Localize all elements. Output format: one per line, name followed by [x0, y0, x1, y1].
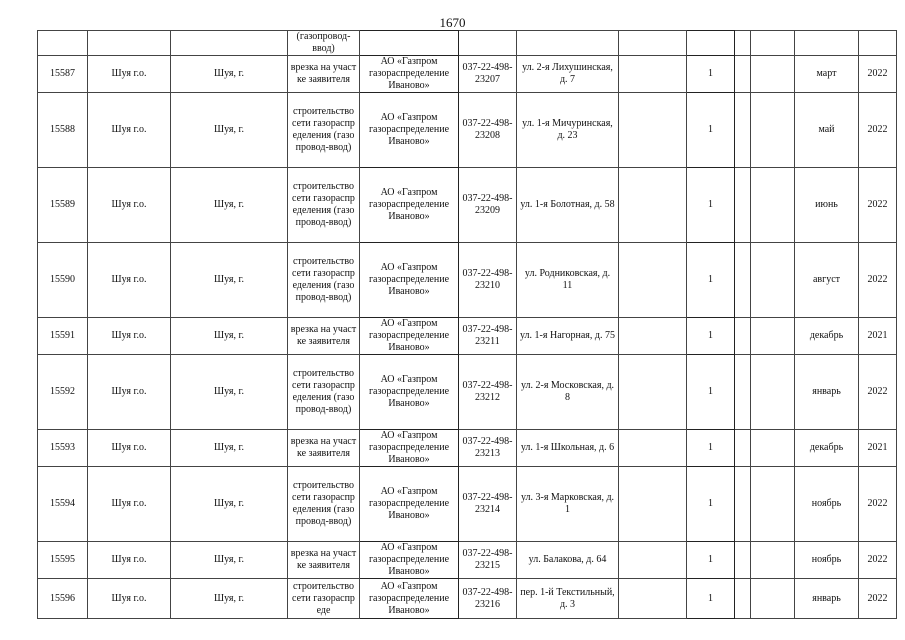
row-municipality: Шуя г.о. — [88, 355, 171, 430]
empty-cell — [751, 430, 795, 467]
empty-cell — [619, 579, 687, 619]
empty-cell — [751, 467, 795, 542]
row-settlement: Шуя, г. — [171, 430, 288, 467]
row-quantity: 1 — [687, 243, 735, 318]
row-request-no: 037-22-498-23213 — [459, 430, 517, 467]
row-work-type: врезка на участке заявителя — [288, 430, 360, 467]
row-work-type: строительство сети газораспределения (газопровод-ввод) — [288, 168, 360, 243]
row-month: май — [795, 93, 859, 168]
empty-cell — [751, 355, 795, 430]
empty-cell — [751, 318, 795, 355]
row-quantity: 1 — [687, 430, 735, 467]
row-quantity: 1 — [687, 542, 735, 579]
row-address: ул. Родниковская, д. 11 — [517, 243, 619, 318]
table-row — [38, 467, 897, 542]
empty-cell — [735, 243, 751, 318]
row-organization: АО «Газпром газораспределение Иваново» — [360, 318, 459, 355]
registry-table — [37, 30, 897, 619]
row-address: ул. 1-я Нагорная, д. 75 — [517, 318, 619, 355]
row-settlement: Шуя, г. — [171, 542, 288, 579]
row-quantity: 1 — [687, 355, 735, 430]
row-municipality: Шуя г.о. — [88, 93, 171, 168]
row-month: август — [795, 243, 859, 318]
row-month: январь — [795, 579, 859, 619]
empty-cell — [619, 56, 687, 93]
row-request-no: 037-22-498-23215 — [459, 542, 517, 579]
empty-cell — [735, 93, 751, 168]
row-month: март — [795, 56, 859, 93]
empty-cell — [751, 243, 795, 318]
row-address: ул. 3-я Марковская, д. 1 — [517, 467, 619, 542]
continuation-work-type: (газопровод-ввод) — [288, 31, 360, 56]
row-month: декабрь — [795, 430, 859, 467]
table-row — [38, 168, 897, 243]
empty-cell — [619, 467, 687, 542]
row-request-no: 037-22-498-23212 — [459, 355, 517, 430]
row-address: ул. 1-я Болотная, д. 58 — [517, 168, 619, 243]
row-year: 2022 — [859, 355, 897, 430]
row-organization: АО «Газпром газораспределение Иваново» — [360, 355, 459, 430]
empty-cell — [751, 56, 795, 93]
row-municipality: Шуя г.о. — [88, 318, 171, 355]
row-municipality: Шуя г.о. — [88, 243, 171, 318]
empty-cell — [735, 355, 751, 430]
table-row — [38, 243, 897, 318]
row-year: 2022 — [859, 467, 897, 542]
row-year: 2022 — [859, 56, 897, 93]
table-row — [38, 318, 897, 355]
row-year: 2022 — [859, 243, 897, 318]
row-organization: АО «Газпром газораспределение Иваново» — [360, 243, 459, 318]
empty-cell — [619, 168, 687, 243]
row-request-no: 037-22-498-23210 — [459, 243, 517, 318]
row-address: ул. Балакова, д. 64 — [517, 542, 619, 579]
row-id: 15595 — [38, 542, 88, 579]
table-row — [38, 430, 897, 467]
row-request-no: 037-22-498-23207 — [459, 56, 517, 93]
empty-cell — [619, 430, 687, 467]
row-organization: АО «Газпром газораспределение Иваново» — [360, 430, 459, 467]
empty-cell — [735, 56, 751, 93]
row-quantity: 1 — [687, 56, 735, 93]
row-month: июнь — [795, 168, 859, 243]
page-number: 1670 — [439, 15, 466, 30]
table-row — [38, 93, 897, 168]
row-id: 15590 — [38, 243, 88, 318]
row-id: 15587 — [38, 56, 88, 93]
row-work-type: строительство сети газораспределения (газопровод-ввод) — [288, 93, 360, 168]
empty-cell — [751, 93, 795, 168]
row-request-no: 037-22-498-23209 — [459, 168, 517, 243]
empty-cell — [735, 467, 751, 542]
row-quantity: 1 — [687, 467, 735, 542]
row-municipality: Шуя г.о. — [88, 579, 171, 619]
empty-cell — [619, 542, 687, 579]
row-settlement: Шуя, г. — [171, 355, 288, 430]
row-organization: АО «Газпром газораспределение Иваново» — [360, 168, 459, 243]
row-municipality: Шуя г.о. — [88, 467, 171, 542]
row-id: 15592 — [38, 355, 88, 430]
row-id: 15589 — [38, 168, 88, 243]
row-id: 15591 — [38, 318, 88, 355]
row-settlement: Шуя, г. — [171, 318, 288, 355]
empty-cell — [735, 318, 751, 355]
row-work-type: строительство сети газораспреде — [288, 579, 360, 619]
row-municipality: Шуя г.о. — [88, 168, 171, 243]
empty-cell — [751, 542, 795, 579]
row-year: 2022 — [859, 542, 897, 579]
row-organization: АО «Газпром газораспределение Иваново» — [360, 56, 459, 93]
row-work-type: врезка на участке заявителя — [288, 542, 360, 579]
row-settlement: Шуя, г. — [171, 467, 288, 542]
table-row — [38, 355, 897, 430]
row-year: 2021 — [859, 318, 897, 355]
empty-cell — [751, 168, 795, 243]
row-year: 2022 — [859, 93, 897, 168]
row-month: январь — [795, 355, 859, 430]
row-municipality: Шуя г.о. — [88, 56, 171, 93]
row-year: 2022 — [859, 579, 897, 619]
row-quantity: 1 — [687, 168, 735, 243]
empty-cell — [735, 168, 751, 243]
row-address: ул. 2-я Московская, д. 8 — [517, 355, 619, 430]
row-settlement: Шуя, г. — [171, 243, 288, 318]
row-organization: АО «Газпром газораспределение Иваново» — [360, 542, 459, 579]
empty-cell — [735, 430, 751, 467]
row-id: 15596 — [38, 579, 88, 619]
row-settlement: Шуя, г. — [171, 579, 288, 619]
row-month: декабрь — [795, 318, 859, 355]
empty-cell — [619, 243, 687, 318]
empty-cell — [619, 318, 687, 355]
row-year: 2021 — [859, 430, 897, 467]
row-id: 15588 — [38, 93, 88, 168]
row-municipality: Шуя г.о. — [88, 430, 171, 467]
row-work-type: врезка на участке заявителя — [288, 56, 360, 93]
row-address: ул. 1-я Школьная, д. 6 — [517, 430, 619, 467]
row-id: 15593 — [38, 430, 88, 467]
row-id: 15594 — [38, 467, 88, 542]
row-year: 2022 — [859, 168, 897, 243]
table-row — [38, 56, 897, 93]
row-municipality: Шуя г.о. — [88, 542, 171, 579]
row-settlement: Шуя, г. — [171, 168, 288, 243]
row-request-no: 037-22-498-23211 — [459, 318, 517, 355]
row-month: ноябрь — [795, 542, 859, 579]
table-row — [38, 579, 897, 619]
row-request-no: 037-22-498-23214 — [459, 467, 517, 542]
row-organization: АО «Газпром газораспределение Иваново» — [360, 93, 459, 168]
row-work-type: врезка на участке заявителя — [288, 318, 360, 355]
empty-cell — [735, 542, 751, 579]
row-quantity: 1 — [687, 318, 735, 355]
row-address: ул. 2-я Лихушинская, д. 7 — [517, 56, 619, 93]
row-quantity: 1 — [687, 93, 735, 168]
row-address: пер. 1-й Текстильный, д. 3 — [517, 579, 619, 619]
row-settlement: Шуя, г. — [171, 56, 288, 93]
registry-body — [38, 31, 897, 619]
row-address: ул. 1-я Мичуринская, д. 23 — [517, 93, 619, 168]
empty-cell — [735, 579, 751, 619]
row-organization: АО «Газпром газораспределение Иваново» — [360, 579, 459, 619]
empty-cell — [619, 93, 687, 168]
row-month: ноябрь — [795, 467, 859, 542]
row-work-type: строительство сети газораспределения (газопровод-ввод) — [288, 467, 360, 542]
empty-cell — [751, 579, 795, 619]
row-organization: АО «Газпром газораспределение Иваново» — [360, 467, 459, 542]
row-work-type: строительство сети газораспределения (газопровод-ввод) — [288, 243, 360, 318]
row-request-no: 037-22-498-23208 — [459, 93, 517, 168]
continuation-row — [38, 31, 897, 56]
row-settlement: Шуя, г. — [171, 93, 288, 168]
row-quantity: 1 — [687, 579, 735, 619]
row-work-type: строительство сети газораспределения (газопровод-ввод) — [288, 355, 360, 430]
row-request-no: 037-22-498-23216 — [459, 579, 517, 619]
empty-cell — [619, 355, 687, 430]
table-row — [38, 542, 897, 579]
